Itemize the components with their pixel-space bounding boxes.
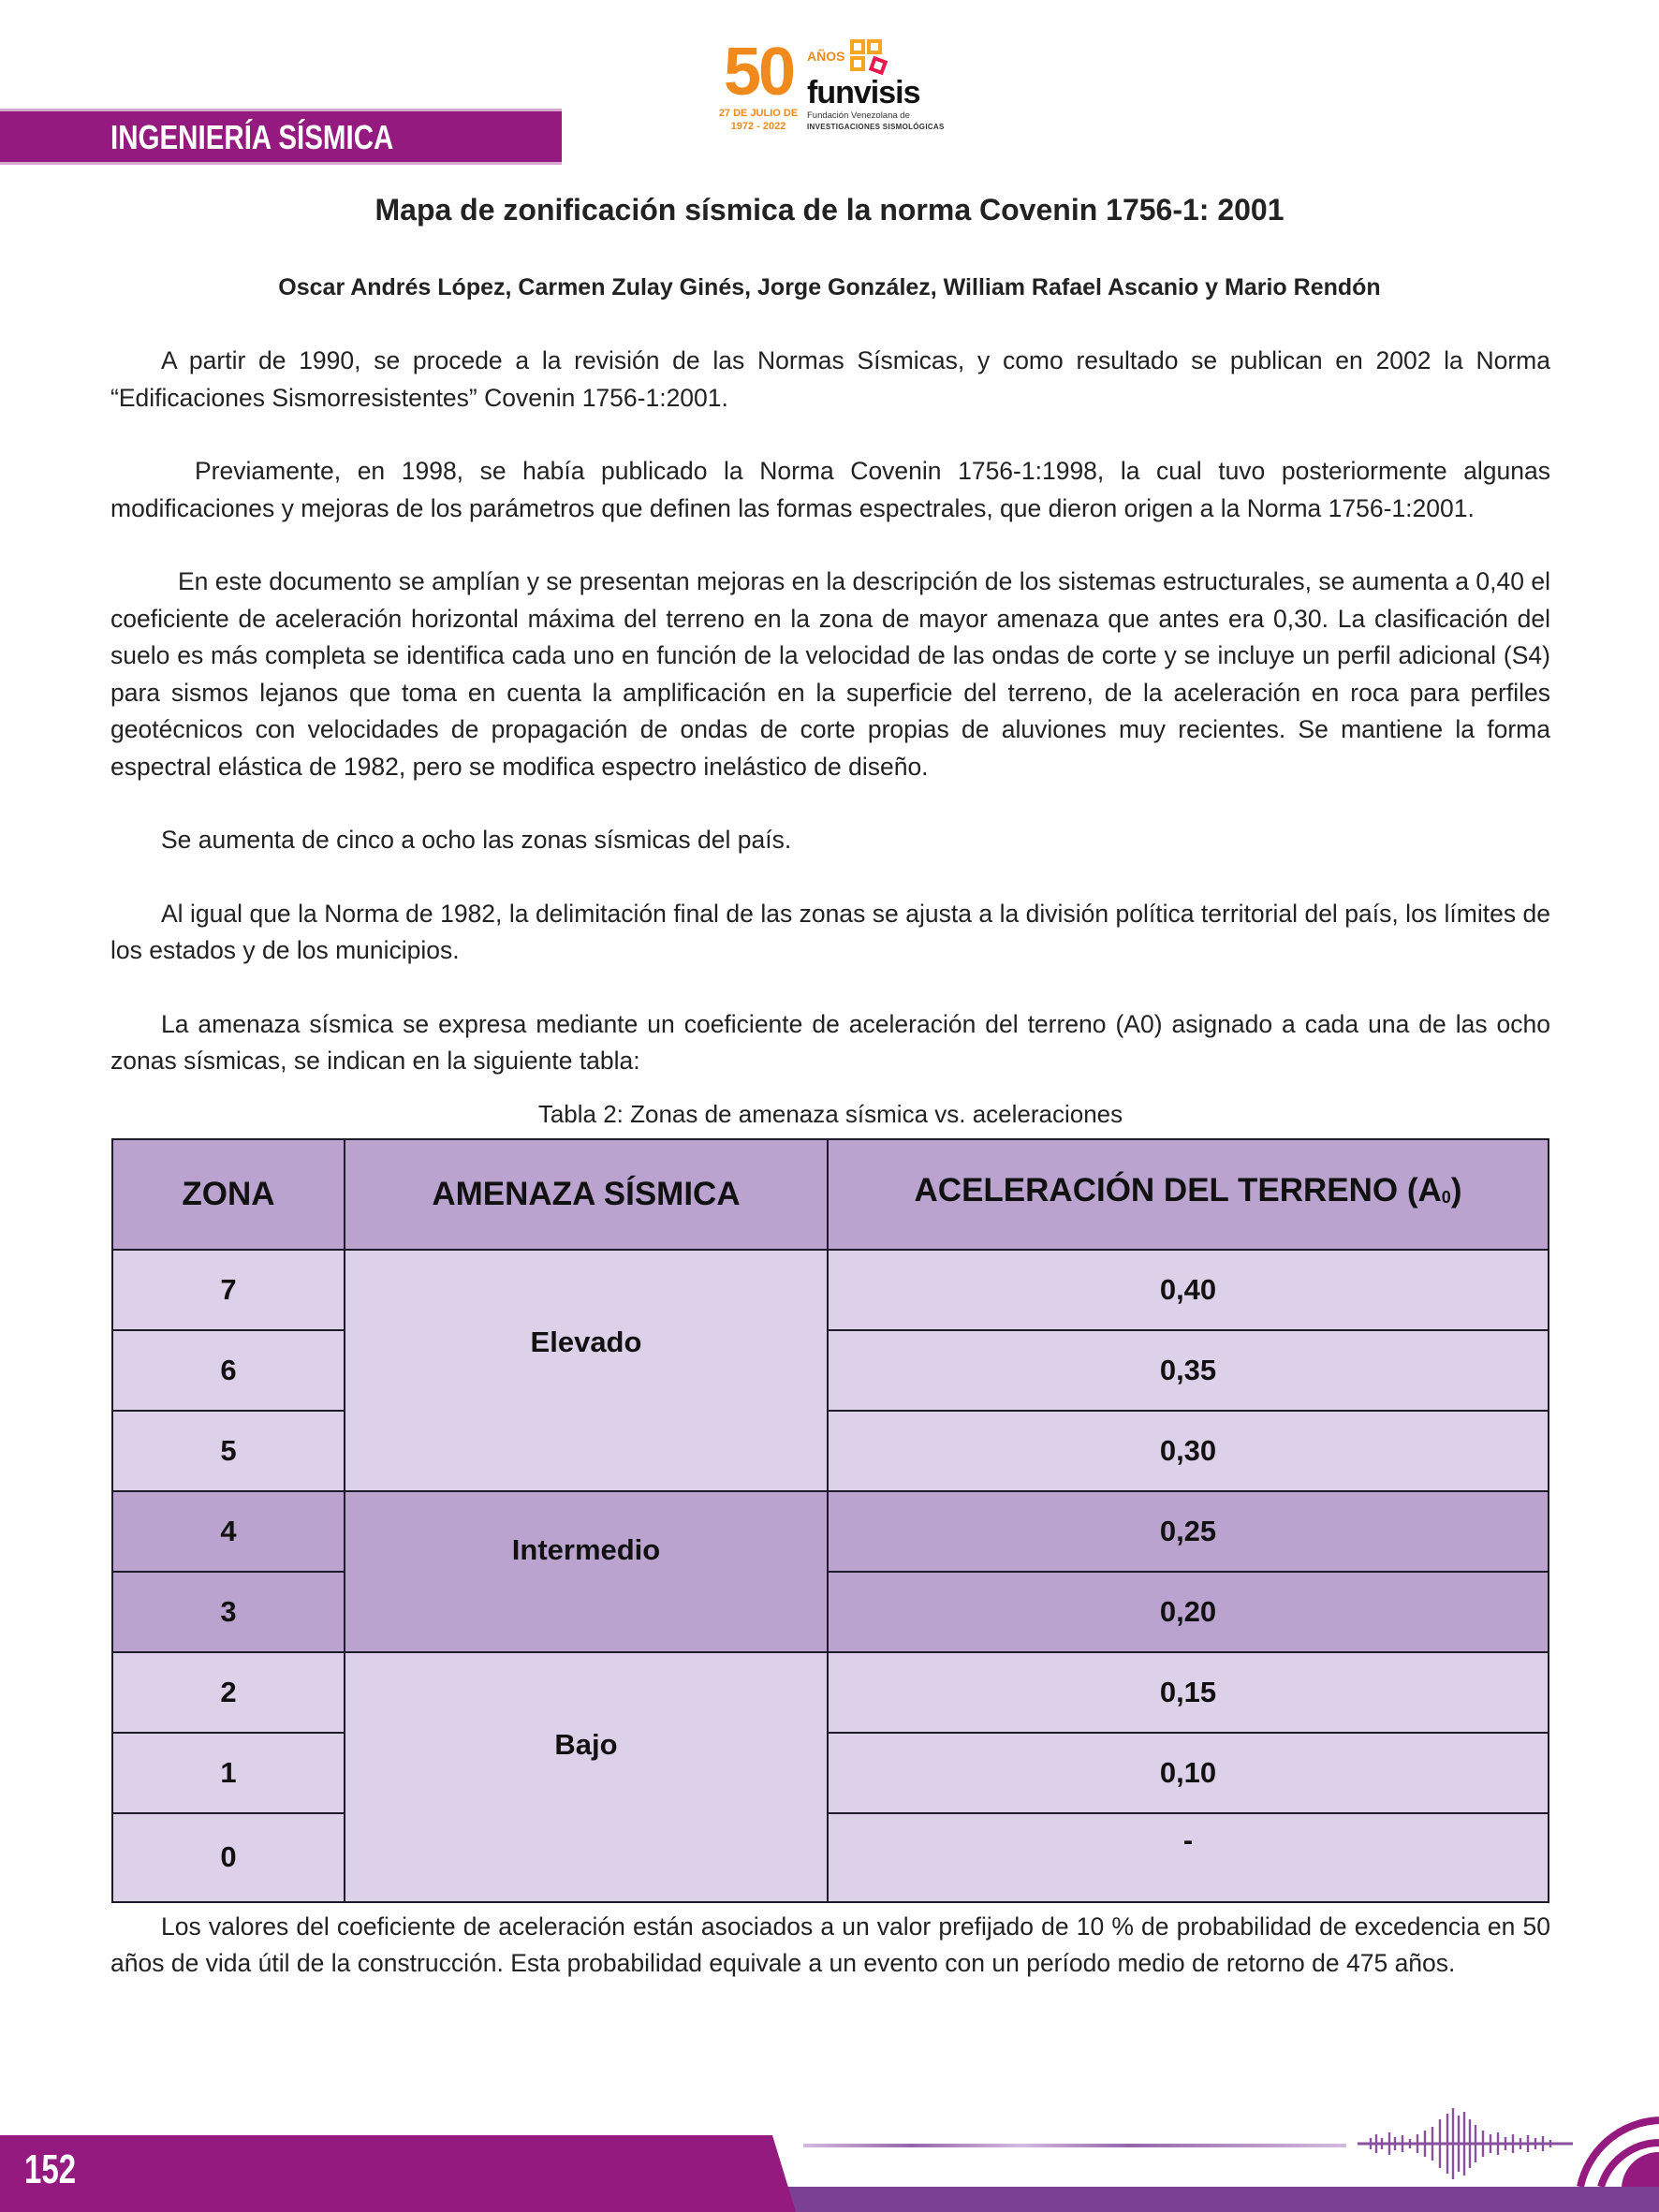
zona-cell: 4 xyxy=(112,1491,345,1572)
aceleracion-cell: 0,10 xyxy=(828,1733,1549,1813)
logo-name-column xyxy=(807,37,945,132)
header-zona: ZONA xyxy=(112,1139,345,1250)
table-row xyxy=(112,1572,1549,1652)
table-row xyxy=(112,1330,1549,1411)
table-row xyxy=(112,1250,1549,1330)
table-row xyxy=(112,1652,1549,1733)
aceleracion-cell: 0,35 xyxy=(828,1330,1549,1411)
paragraph-text: Se aumenta de cinco a ocho las zonas sísmicas del país. xyxy=(161,826,792,854)
amenaza-cell-elevado: Elevado xyxy=(345,1250,828,1491)
logo-date-line1: 27 DE JULIO DE xyxy=(718,108,799,119)
paragraph-4 xyxy=(110,822,1550,859)
funvisis-50-anos-logo xyxy=(715,37,945,150)
aceleracion-cell: 0,25 xyxy=(828,1491,1549,1572)
paragraph-2 xyxy=(110,453,1550,527)
table-row xyxy=(112,1411,1549,1491)
paragraph-text: Los valores del coeficiente de aceleración están asociados a un valor prefijado de 10 % de probabilidad de excedencia en 50 años de vida útil de la construcción. Esta probabilidad equivale a un evento con un período medio de retorno de 475 años. xyxy=(110,1912,1550,1977)
logo-subtitle-line1: Fundación Venezolana de xyxy=(807,110,910,121)
seismogram-icon xyxy=(1358,2106,1573,2181)
zona-cell: 0 xyxy=(112,1813,345,1902)
zona-cell: 6 xyxy=(112,1330,345,1411)
table-row xyxy=(112,1733,1549,1813)
table-header-row xyxy=(112,1139,1549,1250)
page-number: 152 xyxy=(24,2146,77,2192)
paragraph-7 xyxy=(110,1909,1550,1983)
header-amenaza: AMENAZA SÍSMICA xyxy=(345,1139,828,1250)
logo-subtitle-line2: INVESTIGACIONES SISMOLÓGICAS xyxy=(807,123,945,131)
seismic-wave-line xyxy=(803,2144,1346,2147)
logo-top-row xyxy=(807,37,897,75)
aceleracion-cell: - xyxy=(828,1813,1549,1902)
logo-anos-label: AÑOS xyxy=(807,49,845,64)
paragraph-text: La amenaza sísmica se expresa mediante un coeficiente de aceleración del terreno (A0) asignado a cada una de las ocho zonas sísmicas, se indican en la siguiente tabla: xyxy=(110,1009,1550,1075)
header-aceleracion-text: ACELERACIÓN DEL TERRENO (A xyxy=(914,1172,1442,1209)
logo-name: funvisis xyxy=(807,75,920,110)
paragraph-5 xyxy=(110,896,1550,970)
footer-magenta-block xyxy=(0,2135,796,2212)
article-body xyxy=(110,343,1550,2019)
zona-cell: 5 xyxy=(112,1411,345,1491)
aceleracion-cell: 0,20 xyxy=(828,1572,1549,1652)
table-row xyxy=(112,1813,1549,1902)
table-row xyxy=(112,1491,1549,1572)
section-banner xyxy=(0,109,562,165)
article-title: Mapa de zonificación sísmica de la norma Covenin 1756-1: 2001 xyxy=(374,193,1285,227)
article-authors: Oscar Andrés López, Carmen Zulay Ginés, Jorge González, William Rafael Ascanio y Mario Rendón xyxy=(278,274,1381,300)
amenaza-cell-bajo: Bajo xyxy=(345,1652,828,1902)
paragraph-text: En este documento se amplían y se presentan mejoras en la descripción de los sistemas estructurales, se aumenta a 0,40 el coeficiente de aceleración horizontal máxima del terreno en la zona de mayor amenaza que antes era 0,30. La clasificación del suelo es más completa se identifica cada uno en función de la velocidad de las ondas de corte y se incluye un perfil adicional (S4) para sismos lejanos que toma en cuenta la amplificación en la superficie del terreno, de la aceleración en roca para perfiles geotécnicos con velocidades de propagación de ondas de corte propias de aluviones muy recientes. Se mantiene la forma espectral elástica de 1982, pero se modifica espectro inelástico de diseño. xyxy=(110,567,1550,781)
paragraph-text: A partir de 1990, se procede a la revisión de las Normas Sísmicas, y como resultado se publican en 2002 la Norma “Edificaciones Sismorresistentes” Covenin 1756-1:2001. xyxy=(110,346,1550,412)
zona-cell: 2 xyxy=(112,1652,345,1733)
aceleracion-cell: 0,40 xyxy=(828,1250,1549,1330)
header-aceleracion xyxy=(828,1139,1549,1250)
zona-cell: 7 xyxy=(112,1250,345,1330)
amenaza-cell-intermedio: Intermedio xyxy=(345,1491,828,1652)
seismic-zones-table xyxy=(111,1138,1549,1903)
logo-anniversary-column xyxy=(715,37,801,133)
zona-cell: 1 xyxy=(112,1733,345,1813)
table-caption: Tabla 2: Zonas de amenaza sísmica vs. aceleraciones xyxy=(537,1099,1123,1128)
paragraph-6 xyxy=(110,1006,1550,1080)
zona-cell: 3 xyxy=(112,1572,345,1652)
section-label: INGENIERÍA SÍSMICA xyxy=(110,118,394,156)
logo-squares-icon xyxy=(850,37,897,75)
radiating-arcs-icon xyxy=(1573,2111,1659,2187)
paragraph-3 xyxy=(110,564,1550,785)
logo-date-line2: 1972 - 2022 xyxy=(730,121,786,132)
paragraph-text: Previamente, en 1998, se había publicado la Norma Covenin 1756-1:1998, la cual tuvo posteriormente algunas modificaciones y mejoras de los parámetros que definen las formas espectrales, que dieron origen a la Norma 1756-1:2001. xyxy=(110,457,1550,522)
header-aceleracion-subscript: 0 xyxy=(1441,1188,1451,1207)
header-aceleracion-close: ) xyxy=(1450,1172,1462,1209)
paragraph-1 xyxy=(110,343,1550,417)
aceleracion-cell: 0,30 xyxy=(828,1411,1549,1491)
aceleracion-cell: 0,15 xyxy=(828,1652,1549,1733)
logo-anniversary-number: 50 xyxy=(723,35,794,110)
paragraph-text: Al igual que la Norma de 1982, la delimitación final de las zonas se ajusta a la división política territorial del país, los límites de los estados y de los municipios. xyxy=(110,899,1550,964)
